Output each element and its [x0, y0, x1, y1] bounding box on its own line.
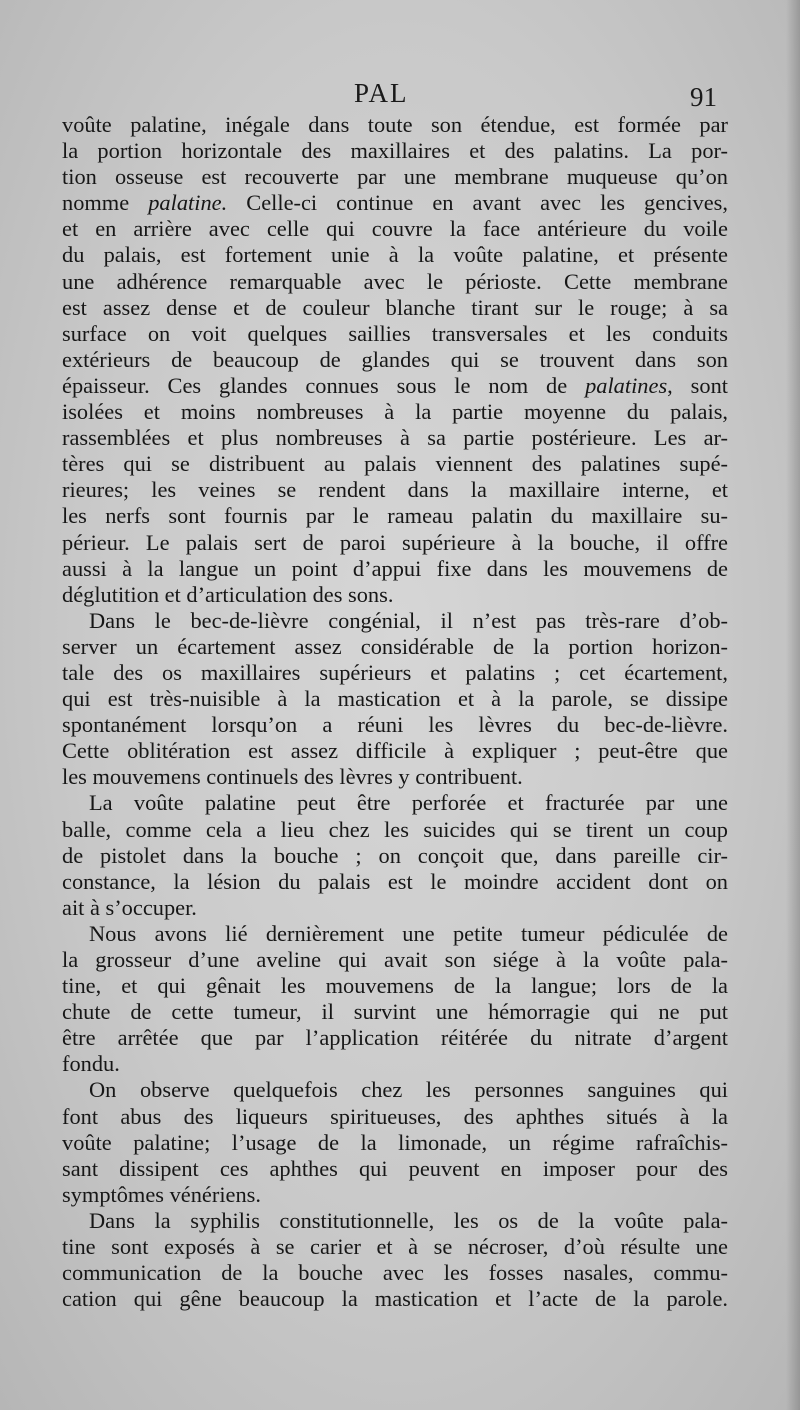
text-line: server un écartement assez considérable de la portion horizon- [62, 633, 728, 659]
text-line: Nous avons lié dernièrement une petite tumeur pédiculée de [89, 920, 728, 946]
text-line: tine, et qui gênait les mouvemens de la langue; lors de la [62, 973, 728, 999]
running-head [0, 78, 800, 112]
text-line: la grosseur d’une aveline qui avait son siége à la voûte pala- [62, 947, 728, 972]
text-line: tine sont exposés à se carier et à se nécroser, d’où résulte une [62, 1234, 728, 1260]
text-line: et en arrière avec celle qui couvre la face antérieure du voile [62, 216, 728, 242]
italic-term: palatine. [148, 190, 228, 216]
text-line: sant dissipent ces aphthes qui peuvent en imposer pour des [62, 1155, 728, 1181]
text-line: tères qui se distribuent au palais viennent des palatines supé- [62, 451, 728, 477]
text-line: est assez dense et de couleur blanche tirant sur le rouge; à sa [62, 294, 728, 320]
text-line: fondu. [62, 1051, 120, 1077]
text-line: voûte palatine; l’usage de la limonade, un régime rafraîchis- [62, 1129, 728, 1155]
text-line: Cette oblitération est assez difficile à expliquer ; peut-être que [62, 738, 728, 764]
body-text [62, 112, 728, 1312]
paragraph-5 [62, 1077, 728, 1207]
text-line: de pistolet dans la bouche ; on conçoit que, dans pareille cir- [62, 842, 728, 868]
text-line: communication de la bouche avec les fosses nasales, commu- [62, 1260, 728, 1286]
text-run: , sont [667, 372, 728, 398]
italic-term: palatines [585, 372, 668, 398]
text-line: surface on voit quelques saillies transversales et les conduits [62, 320, 728, 346]
text-line: Dans le bec-de-lièvre congénial, il n’est pas très-rare d’ob- [89, 607, 728, 633]
text-line: aussi à la langue un point d’appui fixe dans les mouvemens de [62, 555, 728, 581]
text-line: du palais, est fortement unie à la voûte palatine, et présente [62, 242, 728, 268]
text-line: rieures; les veines se rendent dans la maxillaire interne, et [62, 477, 728, 503]
text-run: Celle-ci continue en avant avec les gencives, [227, 190, 728, 216]
text-line: symptômes vénériens. [62, 1181, 261, 1207]
text-line: extérieurs de beaucoup de glandes qui se trouvent dans son [62, 346, 728, 372]
text-line: les mouvemens continuels des lèvres y contribuent. [62, 764, 523, 790]
text-line: isolées et moins nombreuses à la partie moyenne du palais, [62, 399, 728, 425]
text-line [62, 190, 728, 216]
text-line: une adhérence remarquable avec le périoste. Cette membrane [62, 268, 728, 294]
text-line: rassemblées et plus nombreuses à sa partie postérieure. Les ar- [62, 425, 728, 451]
text-line: déglutition et d’articulation des sons. [62, 581, 394, 607]
page-number: 91 [690, 82, 717, 112]
text-line: La voûte palatine peut être perforée et fracturée par une [89, 790, 728, 816]
text-run: nomme [62, 190, 149, 216]
text-line: On observe quelquefois chez les personnes sanguines qui [89, 1077, 728, 1103]
text-line: ait à s’occuper. [62, 894, 197, 920]
paragraph-2 [62, 608, 728, 791]
text-line: tion osseuse est recouverte par une membrane muqueuse qu’on [62, 164, 728, 190]
text-line [62, 373, 728, 399]
text-line: Dans la syphilis constitutionnelle, les os de la voûte pala- [89, 1207, 728, 1233]
text-line: constance, la lésion du palais est le moindre accident dont on [62, 868, 728, 894]
text-line: cation qui gêne beaucoup la mastication et l’acte de la parole. [62, 1286, 728, 1312]
text-run: épaisseur. Ces glandes connues sous le nom de [62, 372, 586, 398]
paragraph-6 [62, 1208, 728, 1312]
paragraph-3 [62, 790, 728, 920]
text-line: font abus des liqueurs spiritueuses, des aphthes situés à la [62, 1103, 728, 1129]
text-line: balle, comme cela a lieu chez les suicides qui se tirent un coup [62, 816, 728, 842]
paragraph-1 [62, 112, 728, 608]
paragraph-4 [62, 921, 728, 1078]
text-line: les nerfs sont fournis par le rameau palatin du maxillaire su- [62, 503, 728, 529]
text-line: être arrêtée que par l’application réitérée du nitrate d’argent [62, 1025, 728, 1051]
text-line: qui est très-nuisible à la mastication et à la parole, se dissipe [62, 686, 728, 712]
running-head-title: PAL [354, 78, 409, 108]
text-line: la portion horizontale des maxillaires et des palatins. La por- [62, 138, 728, 164]
text-line: voûte palatine, inégale dans toute son étendue, est formée par [62, 112, 728, 137]
text-line: périeur. Le palais sert de paroi supérieure à la bouche, il offre [62, 529, 728, 555]
text-line: tale des os maxillaires supérieurs et palatins ; cet écartement, [62, 659, 728, 685]
text-line: spontanément lorsqu’on a réuni les lèvres du bec-de-lièvre. [62, 712, 728, 738]
text-line: chute de cette tumeur, il survint une hémorragie qui ne put [62, 999, 728, 1025]
